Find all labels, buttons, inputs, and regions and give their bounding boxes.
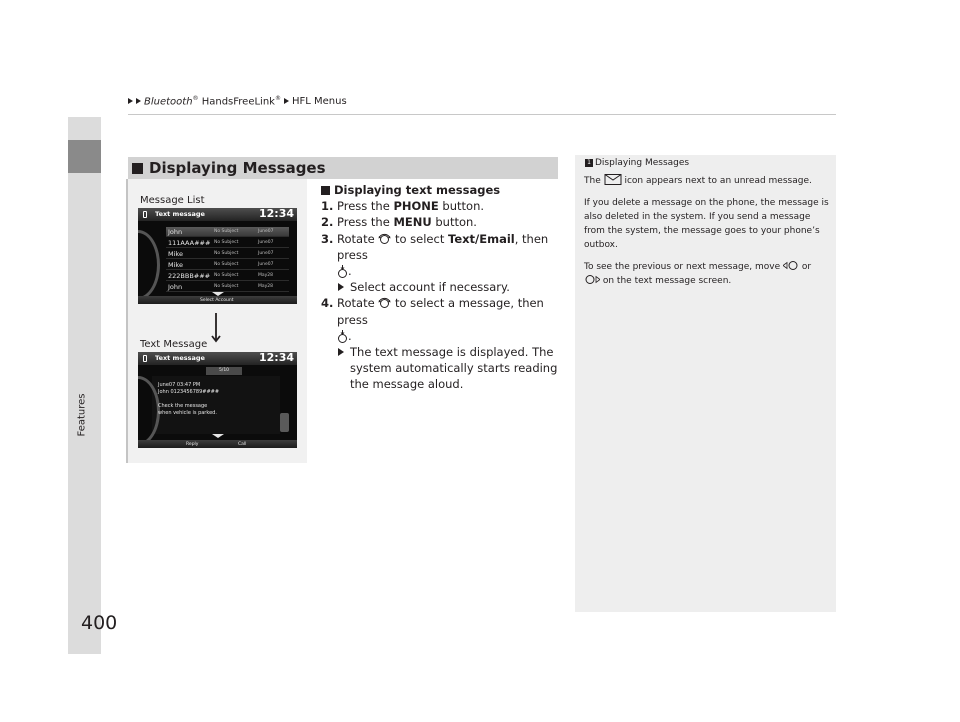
step-4 bbox=[321, 295, 561, 344]
press-dial-icon bbox=[337, 330, 348, 343]
step-3 bbox=[321, 231, 561, 280]
list-item bbox=[166, 282, 289, 292]
phone-icon bbox=[143, 355, 147, 362]
list-item bbox=[166, 238, 289, 248]
note-text: The bbox=[584, 176, 604, 186]
steps bbox=[321, 182, 561, 393]
message-text-line1: Check the message bbox=[158, 403, 208, 409]
sub-text: Select account if necessary. bbox=[350, 280, 510, 295]
heading-square-icon bbox=[321, 186, 330, 195]
move-left-icon bbox=[783, 260, 799, 271]
item-subject: No Subject bbox=[214, 229, 239, 234]
step-2 bbox=[321, 214, 561, 230]
side-tab bbox=[68, 117, 101, 654]
step-number: 3. bbox=[321, 231, 334, 246]
breadcrumb-arrow-icon bbox=[128, 98, 133, 104]
section-title: Displaying Messages bbox=[149, 159, 326, 177]
list-item bbox=[166, 271, 289, 281]
step-4-sub bbox=[337, 344, 561, 393]
reply-button: Reply bbox=[186, 442, 199, 447]
item-subject: No Subject bbox=[214, 273, 239, 278]
message-sender: John 0123456789#### bbox=[158, 389, 220, 395]
step-number: 4. bbox=[321, 296, 334, 311]
page-number: 400 bbox=[81, 612, 118, 634]
note-p2: If you delete a message on the phone, the message is also deleted in the system. If you send a message from the system, the message goes to your phone’s outbox. bbox=[584, 198, 829, 250]
item-date: May28 bbox=[258, 273, 274, 278]
screen-title: Text message bbox=[155, 210, 205, 218]
breadcrumb bbox=[128, 95, 347, 107]
item-name: 111AAA### bbox=[168, 238, 211, 247]
interface-dial-icon bbox=[378, 297, 391, 310]
side-tab-marker bbox=[68, 140, 101, 173]
item-name: John bbox=[168, 282, 183, 291]
list-item bbox=[166, 227, 289, 237]
list-item bbox=[166, 260, 289, 270]
arrow-down-icon bbox=[211, 313, 221, 343]
step-text: Press the bbox=[337, 199, 394, 214]
item-name: Mike bbox=[168, 249, 183, 258]
item-subject: No Subject bbox=[214, 251, 239, 256]
screen-footer bbox=[138, 440, 297, 448]
breadcrumb-handsfreelink: HandsFreeLink bbox=[198, 96, 275, 108]
note-text: on the text message screen. bbox=[600, 276, 732, 286]
sub-text: The text message is displayed. The system automatically starts reading the message aloud. bbox=[350, 345, 558, 392]
step-text: . bbox=[348, 264, 352, 279]
item-date: May28 bbox=[258, 284, 274, 289]
dial-arc bbox=[138, 230, 160, 300]
note-text: or bbox=[798, 262, 812, 272]
item-date: June07 bbox=[258, 240, 274, 245]
step-text: Rotate bbox=[337, 296, 379, 311]
item-subject: No Subject bbox=[214, 284, 239, 289]
screen-clock: 12:34 bbox=[258, 352, 294, 364]
text-email-key: Text/Email bbox=[448, 231, 515, 246]
item-date: June07 bbox=[258, 251, 274, 256]
sub-arrow-icon bbox=[338, 283, 344, 291]
list-item bbox=[166, 249, 289, 259]
press-dial-icon bbox=[337, 265, 348, 278]
envelope-icon bbox=[604, 174, 622, 185]
move-right-icon bbox=[584, 274, 600, 285]
step-text: button. bbox=[431, 215, 477, 230]
select-account-label: Select Account bbox=[200, 298, 234, 303]
message-text-line2: when vehicle is parked. bbox=[158, 410, 217, 416]
note-text: To see the previous or next message, move bbox=[584, 262, 783, 272]
phone-key: PHONE bbox=[393, 199, 439, 214]
note-heading bbox=[585, 158, 689, 168]
caption-text-message: Text Message bbox=[140, 339, 208, 350]
message-counter: 5/10 bbox=[206, 367, 242, 375]
menu-key: MENU bbox=[393, 215, 432, 230]
item-name: Mike bbox=[168, 260, 183, 269]
step-number: 1. bbox=[321, 199, 334, 214]
section-square-icon bbox=[132, 163, 143, 174]
breadcrumb-part1 bbox=[144, 95, 281, 107]
side-label: Features bbox=[76, 393, 88, 437]
step-1 bbox=[321, 198, 561, 214]
note-body bbox=[584, 174, 829, 296]
breadcrumb-arrow-icon bbox=[136, 98, 141, 104]
item-name: 222BBB### bbox=[168, 271, 211, 280]
item-subject: No Subject bbox=[214, 262, 239, 267]
step-text: . bbox=[348, 328, 352, 343]
step-text: to select bbox=[391, 231, 448, 246]
breadcrumb-hfl-menus: HFL Menus bbox=[291, 95, 347, 107]
registered-mark: ® bbox=[192, 95, 199, 102]
step-text: Press the bbox=[337, 215, 394, 230]
step-text: to select a message, then press bbox=[337, 296, 544, 327]
screen-title: Text message bbox=[155, 354, 205, 362]
note-heading-text: Displaying Messages bbox=[595, 158, 690, 168]
interface-dial-icon bbox=[378, 233, 391, 246]
text-message-screen bbox=[138, 352, 297, 448]
item-date: June07 bbox=[258, 229, 274, 234]
chevron-down-icon bbox=[212, 434, 224, 438]
section-header bbox=[128, 157, 558, 179]
call-button: Call bbox=[238, 442, 247, 447]
breadcrumb-bluetooth: Bluetooth bbox=[144, 96, 193, 108]
caption-message-list: Message List bbox=[140, 195, 205, 206]
note-badge: 1 bbox=[585, 159, 593, 167]
header-rule bbox=[128, 114, 836, 115]
steps-heading-text: Displaying text messages bbox=[334, 183, 501, 197]
sub-arrow-icon bbox=[338, 348, 344, 356]
item-subject: No Subject bbox=[214, 240, 239, 245]
item-date: June07 bbox=[258, 262, 274, 267]
step-3-sub bbox=[337, 279, 561, 295]
item-name: John bbox=[168, 227, 183, 236]
speaker-button bbox=[280, 413, 289, 432]
breadcrumb-arrow-icon bbox=[284, 98, 289, 104]
message-datetime: June07 03:47 PM bbox=[158, 382, 201, 388]
note-p1 bbox=[584, 174, 829, 188]
phone-icon bbox=[143, 211, 147, 218]
message-list-screen bbox=[138, 208, 297, 304]
note-text: icon appears next to an unread message. bbox=[621, 176, 812, 186]
note-p3 bbox=[584, 260, 829, 288]
step-text: , then press bbox=[337, 231, 549, 262]
steps-heading bbox=[321, 182, 561, 198]
registered-mark: ® bbox=[274, 95, 281, 102]
step-number: 2. bbox=[321, 215, 334, 230]
step-text: button. bbox=[438, 199, 485, 214]
screen-clock: 12:34 bbox=[258, 208, 294, 220]
step-text: Rotate bbox=[337, 231, 379, 246]
